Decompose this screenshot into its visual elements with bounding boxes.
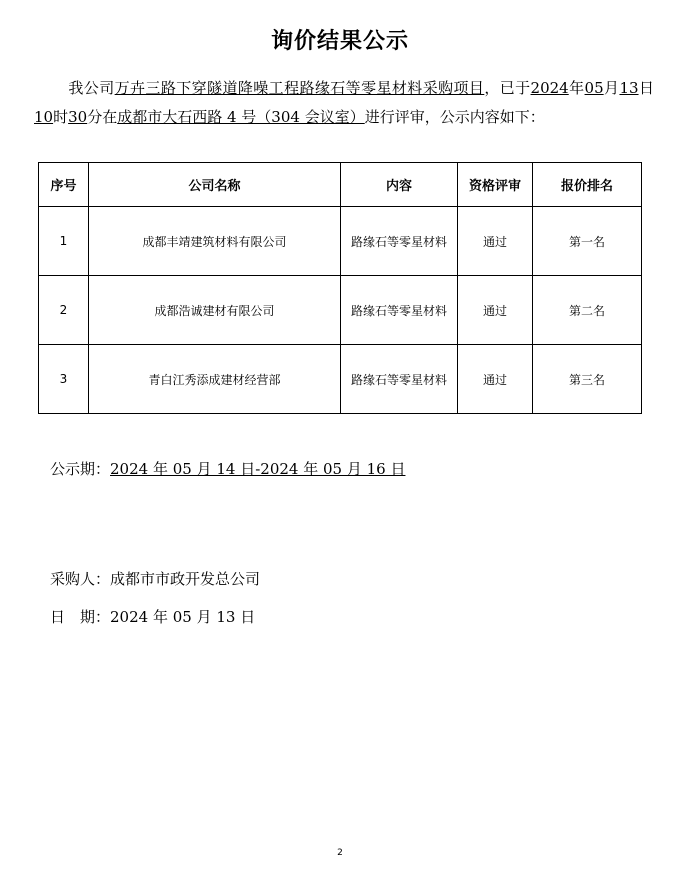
cell-company: 成都丰靖建筑材料有限公司: [89, 207, 341, 276]
results-table: [38, 162, 642, 414]
issue-date: [50, 606, 255, 627]
header-company: 公司名称: [89, 163, 341, 207]
intro-text: 年: [568, 79, 585, 97]
cell-content: 路缘石等零星材料: [341, 276, 458, 345]
cell-qualification: 通过: [458, 276, 533, 345]
review-month: 05: [584, 79, 604, 97]
table-row: [39, 207, 642, 276]
review-minute: 30: [68, 108, 88, 126]
purchaser: [50, 568, 260, 589]
cell-ranking: 第二名: [533, 276, 642, 345]
cell-index: 3: [39, 345, 89, 414]
cell-company: 成都浩诚建材有限公司: [89, 276, 341, 345]
intro-text: 进行评审，公示内容如下：: [364, 108, 545, 126]
intro-text: ，已于: [484, 79, 531, 97]
purchaser-value: 成都市市政开发总公司: [110, 570, 261, 588]
date-label: 日 期：: [50, 608, 111, 626]
table-row: [39, 276, 642, 345]
header-ranking: 报价排名: [533, 163, 642, 207]
intro-paragraph: [34, 74, 654, 132]
page-number: 2: [337, 848, 343, 858]
cell-company: 青白江秀添成建材经营部: [89, 345, 341, 414]
table-row: [39, 345, 642, 414]
cell-content: 路缘石等零星材料: [341, 207, 458, 276]
publicity-period: [50, 458, 405, 479]
intro-text: 分在: [87, 108, 118, 126]
cell-index: 1: [39, 207, 89, 276]
cell-content: 路缘石等零星材料: [341, 345, 458, 414]
page-title: 询价结果公示: [270, 29, 409, 54]
review-day: 13: [619, 79, 639, 97]
review-year: 2024: [530, 79, 569, 97]
table-header-row: [39, 163, 642, 207]
project-name: 万卉三路下穿隧道降噪工程路缘石等零星材料采购项目: [114, 79, 485, 97]
period-label: 公示期：: [50, 460, 111, 478]
header-index: 序号: [39, 163, 89, 207]
cell-index: 2: [39, 276, 89, 345]
date-value: 2024 年 05 月 13 日: [110, 608, 256, 626]
cell-ranking: 第三名: [533, 345, 642, 414]
period-value: 2024 年 05 月 14 日-2024 年 05 月 16 日: [110, 460, 406, 478]
header-content: 内容: [341, 163, 458, 207]
review-location: 成都市大石西路 4 号（304 会议室）: [117, 108, 365, 126]
intro-text: 时: [53, 108, 69, 126]
cell-qualification: 通过: [458, 207, 533, 276]
intro-text: 日: [638, 79, 654, 97]
purchaser-label: 采购人：: [50, 570, 111, 588]
intro-text: 我公司: [68, 79, 115, 97]
review-hour: 10: [34, 108, 54, 126]
header-qualification: 资格评审: [458, 163, 533, 207]
intro-text: 月: [603, 79, 620, 97]
cell-qualification: 通过: [458, 345, 533, 414]
cell-ranking: 第一名: [533, 207, 642, 276]
